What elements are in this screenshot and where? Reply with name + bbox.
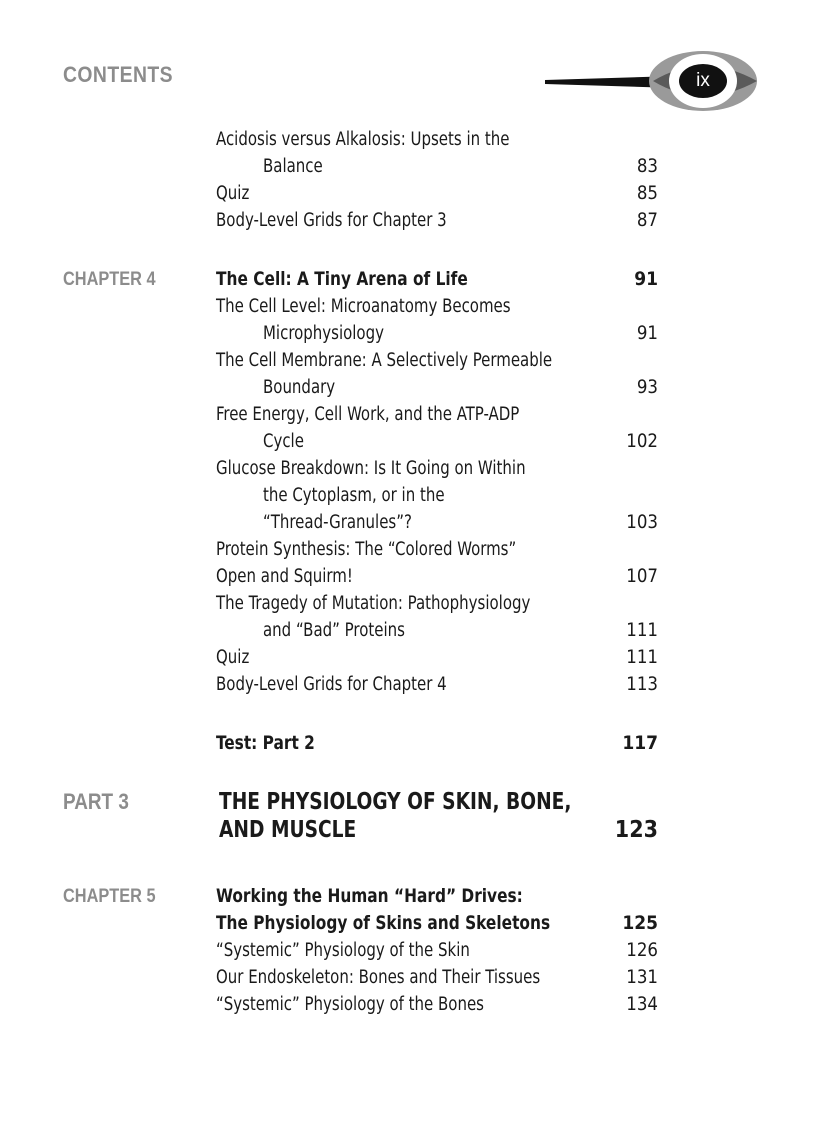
toc-entry-title: the Cytoplasm, or in the bbox=[263, 485, 445, 506]
toc-entry-title: Protein Synthesis: The “Colored Worms” bbox=[216, 539, 517, 560]
toc-entry-title: Cycle bbox=[263, 431, 304, 452]
toc-entry bbox=[216, 482, 658, 509]
toc-entry-title: “Systemic” Physiology of the Skin bbox=[216, 940, 470, 961]
toc-entry bbox=[216, 428, 658, 455]
toc-entry bbox=[216, 347, 658, 374]
chapter-4-title bbox=[216, 266, 658, 293]
page-number: ix bbox=[696, 70, 710, 91]
toc-entry-title: Microphysiology bbox=[263, 323, 384, 344]
toc-entry-page: 134 bbox=[626, 994, 658, 1015]
chapter-5-label: CHAPTER 5 bbox=[63, 886, 156, 907]
toc-entry bbox=[216, 937, 658, 964]
toc-entry-title: Body-Level Grids for Chapter 3 bbox=[216, 210, 447, 231]
toc-entry-page: 93 bbox=[636, 377, 658, 398]
toc-entry-title: THE PHYSIOLOGY OF SKIN, BONE, bbox=[219, 789, 572, 815]
toc-entry bbox=[216, 293, 658, 320]
toc-entry bbox=[216, 644, 658, 671]
toc-entry-title: Test: Part 2 bbox=[216, 732, 315, 754]
toc-entry-title: Quiz bbox=[216, 647, 250, 668]
toc-entry-title: “Thread-Granules”? bbox=[263, 512, 412, 533]
part-3-title bbox=[216, 787, 658, 817]
toc-entry bbox=[216, 207, 658, 234]
toc-entry-page: 117 bbox=[622, 732, 658, 754]
toc-entry bbox=[216, 180, 658, 207]
toc-entry-title: Balance bbox=[263, 156, 323, 177]
toc-entry-page: 123 bbox=[614, 817, 658, 843]
contents-heading: CONTENTS bbox=[63, 62, 173, 87]
toc-entry-title: The Tragedy of Mutation: Pathophysiology bbox=[216, 593, 531, 614]
toc-entry bbox=[216, 455, 658, 482]
toc-entry-page: 126 bbox=[626, 940, 658, 961]
toc-entry-page: 111 bbox=[626, 620, 658, 641]
toc-entry-page: 102 bbox=[626, 431, 658, 452]
toc-entry-page: 111 bbox=[626, 647, 658, 668]
toc-entry-title: Body-Level Grids for Chapter 4 bbox=[216, 674, 447, 695]
toc-entry bbox=[216, 374, 658, 401]
test-part-2-entry bbox=[216, 730, 658, 757]
toc-entry-page: 85 bbox=[636, 183, 658, 204]
toc-entry-page: 113 bbox=[626, 674, 658, 695]
toc-entry bbox=[216, 509, 658, 536]
toc-entry bbox=[216, 401, 658, 428]
toc-entry-title: The Cell: A Tiny Arena of Life bbox=[216, 268, 468, 290]
toc-entry bbox=[216, 536, 658, 563]
toc-entry-title: AND MUSCLE bbox=[219, 817, 357, 843]
toc-entry-page: 103 bbox=[626, 512, 658, 533]
toc-entry bbox=[216, 671, 658, 698]
toc-entry-page: 91 bbox=[634, 268, 658, 290]
toc-entry bbox=[216, 126, 658, 153]
toc-entry-title: Boundary bbox=[263, 377, 336, 398]
toc-entry-title: “Systemic” Physiology of the Bones bbox=[216, 994, 484, 1015]
toc-entry bbox=[216, 991, 658, 1018]
toc-entry-title: The Cell Level: Microanatomy Becomes bbox=[216, 296, 511, 317]
toc-entry-page: 87 bbox=[636, 210, 658, 231]
toc-entry-page: 91 bbox=[636, 323, 658, 344]
toc-entry-title: Glucose Breakdown: Is It Going on Within bbox=[216, 458, 526, 479]
toc-entry-title: The Cell Membrane: A Selectively Permeable bbox=[216, 350, 553, 371]
toc-entry bbox=[216, 617, 658, 644]
toc-entry-page: 131 bbox=[626, 967, 658, 988]
toc-entry bbox=[216, 320, 658, 347]
chapter-5-title bbox=[216, 883, 658, 910]
toc-entry-title: and “Bad” Proteins bbox=[263, 620, 405, 641]
eye-ornament-icon bbox=[545, 46, 760, 118]
toc-entry-title: Free Energy, Cell Work, and the ATP-ADP bbox=[216, 404, 520, 425]
toc-entry bbox=[216, 563, 658, 590]
toc-entry-title: Acidosis versus Alkalosis: Upsets in the bbox=[216, 129, 510, 150]
toc-entry-title: The Physiology of Skins and Skeletons bbox=[216, 912, 551, 934]
part-3-title bbox=[216, 815, 658, 845]
chapter-4-label: CHAPTER 4 bbox=[63, 269, 156, 290]
toc-entry-page: 107 bbox=[626, 566, 658, 587]
toc-entry-title: Our Endoskeleton: Bones and Their Tissues bbox=[216, 967, 541, 988]
toc-entry bbox=[216, 964, 658, 991]
toc-entry-title: Quiz bbox=[216, 183, 250, 204]
toc-entry-page: 125 bbox=[622, 912, 658, 934]
toc-entry-title: Working the Human “Hard” Drives: bbox=[216, 885, 523, 907]
chapter-5-title bbox=[216, 910, 658, 937]
toc-entry-title: Open and Squirm! bbox=[216, 566, 353, 587]
part-3-label: PART 3 bbox=[63, 789, 129, 814]
page-number-badge bbox=[545, 46, 760, 118]
toc-entry bbox=[216, 590, 658, 617]
toc-entry-page: 83 bbox=[636, 156, 658, 177]
toc-entry bbox=[216, 153, 658, 180]
